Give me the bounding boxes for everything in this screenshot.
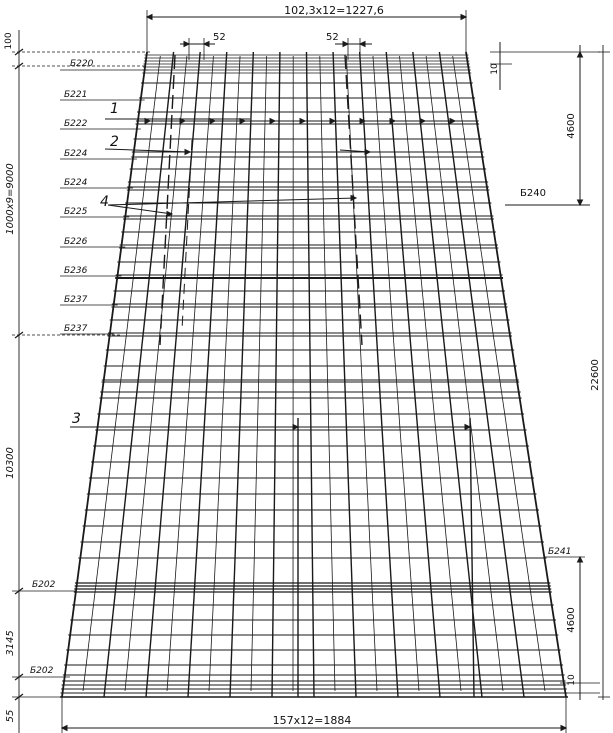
mesh-secondary-bar <box>426 56 503 691</box>
callout-3-arrow-b <box>465 425 470 430</box>
bar-label-b224-b: Б224 <box>64 178 88 188</box>
bar-label-b237-b: Б237 <box>64 324 88 334</box>
pitch-left-arrow-a <box>184 42 189 47</box>
mesh-vertical-bar <box>272 52 280 697</box>
top-pitch-left-dim: 52 <box>213 32 226 43</box>
bar-label-b202-b: Б202 <box>30 666 54 676</box>
left-upper-dim: 1000x9=9000 <box>5 163 16 235</box>
mesh-vertical-bar <box>466 52 566 697</box>
mesh-vertical-bar <box>307 52 315 697</box>
left-lower-dim: 3145 <box>5 630 16 656</box>
dimension-lines <box>12 10 610 733</box>
callout-1-arrow <box>270 119 275 124</box>
bottom-width-arrow-right <box>561 726 566 731</box>
right-upper-dim: 4600 <box>566 113 577 139</box>
bar-label-b236: Б236 <box>64 266 88 276</box>
bar-label-b240: Б240 <box>520 188 546 199</box>
bar-label-b225: Б225 <box>64 207 88 217</box>
mesh-secondary-bar <box>83 56 160 691</box>
mesh-vertical-bar <box>146 52 200 697</box>
top-gap-dim: 10 <box>490 63 500 75</box>
right-upper-arrow-top <box>578 52 583 57</box>
mesh-secondary-bar <box>251 56 267 691</box>
mesh-vertical-bar <box>386 52 440 697</box>
callout-1-arrow <box>300 119 305 124</box>
callout-1-arrow <box>330 119 335 124</box>
right-lower-arrow-top <box>578 557 583 562</box>
callout-2-arrow-b <box>365 150 370 155</box>
bar-label-b222: Б222 <box>64 119 88 129</box>
callout-1: 1 <box>110 101 119 117</box>
callout-1-arrow <box>390 119 395 124</box>
top-edge-dim: 100 <box>4 32 14 50</box>
callout-1-arrow <box>420 119 425 124</box>
callout-3: 3 <box>72 411 81 427</box>
mesh-grid <box>60 52 568 697</box>
mesh-secondary-bar <box>320 56 335 691</box>
top-width-dim: 102,3x12=1227,6 <box>284 4 384 17</box>
right-upper-arrow-bottom <box>578 200 583 205</box>
mesh-vertical-bar <box>333 52 356 697</box>
right-total-dim: 22600 <box>590 359 601 391</box>
callout-3-arrow-a <box>293 425 298 430</box>
callout-1-arrow <box>450 119 455 124</box>
mesh-vertical-bar <box>230 52 253 697</box>
callout-2: 2 <box>110 134 119 150</box>
bar-label-b220: Б220 <box>70 59 94 69</box>
callout-2-arrow <box>185 150 190 155</box>
left-bottom-dim: 55 <box>5 709 16 723</box>
left-middle-dim: 10300 <box>5 447 16 479</box>
mesh-vertical-bar <box>360 52 398 697</box>
callout-4-leader-a <box>108 205 172 214</box>
bar-label-b221: Б221 <box>64 90 88 100</box>
callout-4-leader-b <box>108 198 356 205</box>
bottom-width-dim: 157x12=1884 <box>272 714 352 727</box>
mesh-vertical-bar <box>413 52 482 697</box>
callout-4: 4 <box>100 194 109 210</box>
top-width-arrow-right <box>461 15 466 20</box>
pitch-left-arrow-b <box>204 42 209 47</box>
bottom-width-arrow-left <box>62 726 67 731</box>
bar-label-b202-a: Б202 <box>32 580 56 590</box>
mesh-secondary-bar <box>453 56 545 691</box>
bar-label-b226: Б226 <box>64 237 88 247</box>
pitch-mid-arrow-b <box>360 42 365 47</box>
right-lower-dim: 4600 <box>566 607 577 633</box>
bottom-gap-dim: 10 <box>567 674 577 686</box>
bar-label-b241: Б241 <box>548 547 572 557</box>
bar-label-b237-a: Б237 <box>64 295 88 305</box>
mesh-vertical-bar <box>188 52 227 697</box>
mesh-secondary-bar <box>209 56 240 691</box>
top-pitch-mid-dim: 52 <box>326 32 339 43</box>
top-width-arrow-left <box>147 15 152 20</box>
mesh-secondary-bar <box>373 56 419 691</box>
pitch-mid-arrow-a <box>343 42 348 47</box>
bar-label-b224-a: Б224 <box>64 149 88 159</box>
